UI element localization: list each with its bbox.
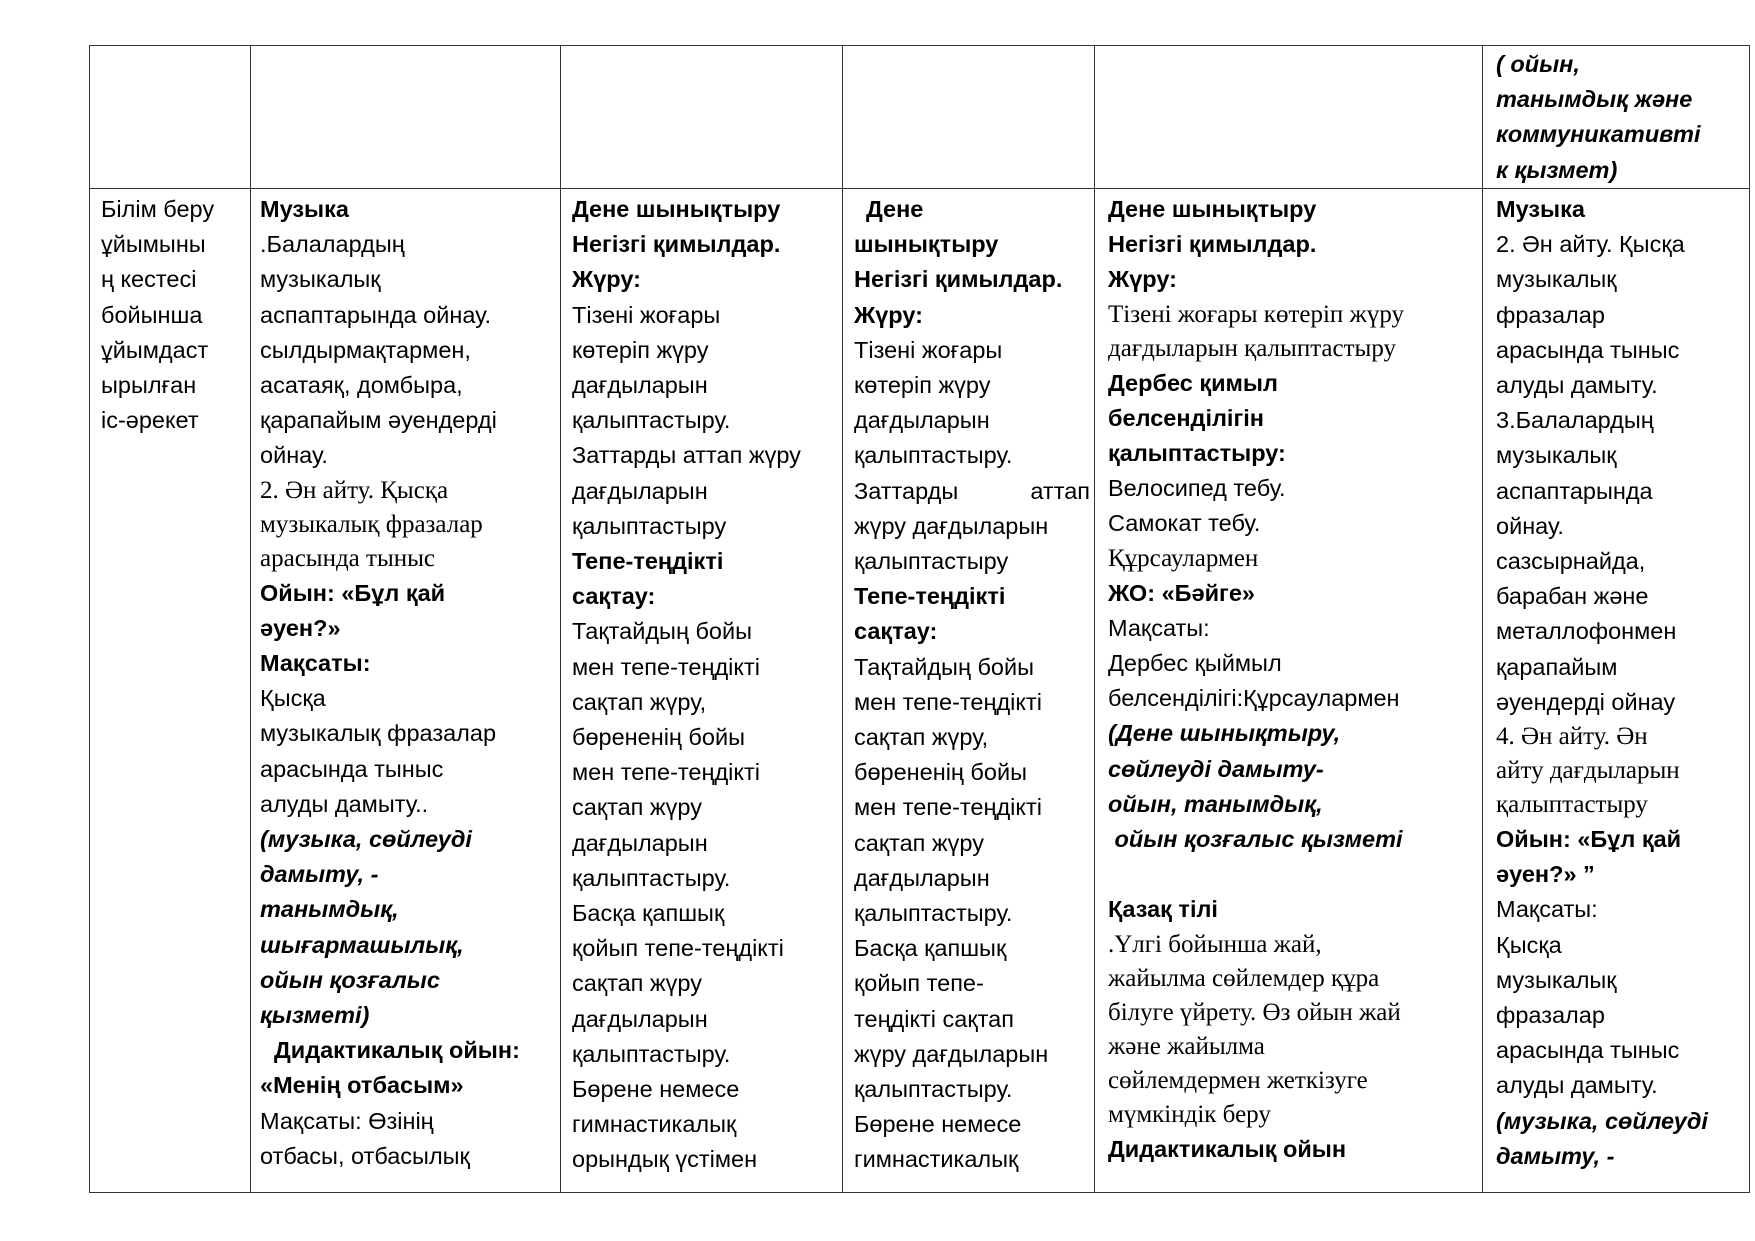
col2-didactic-title: «Менің отбасым» — [260, 1072, 464, 1099]
col2-text-line: қарапайым әуендерді — [260, 407, 497, 434]
col4-text-line: сақтап жүру, — [854, 724, 989, 751]
col2-goal-label: Мақсаты: — [260, 650, 371, 677]
col3-text-line: орындық үстімен — [572, 1146, 758, 1173]
col2-text-line: арасында тыныс — [260, 755, 444, 782]
table-border-col2 — [560, 45, 561, 1193]
col5-title: Дене шынықтыру — [1108, 196, 1317, 222]
row-label-line: ырылған — [101, 372, 197, 399]
col2-text-line: асатаяқ, домбыра, — [260, 372, 463, 399]
row-label-line: ұйымыны — [101, 231, 206, 258]
col2-serif-line: музыкалық фразалар — [260, 510, 483, 538]
header-col6-line: к қызмет) — [1496, 156, 1618, 183]
col6-text-line: 3.Балалардың — [1496, 407, 1654, 434]
header-col6-cell — [1496, 47, 1746, 188]
col4-pe-cell — [854, 192, 1090, 1178]
col4-text-line: сақтап жүру — [854, 829, 984, 856]
row-label-line: ң кестесі — [101, 266, 197, 293]
col6-text-line: арасында тыныс — [1496, 1037, 1680, 1064]
col6-text-line: қарапайым — [1496, 653, 1618, 680]
col5-serif-line: және жайылма — [1108, 1032, 1265, 1060]
col5-blank-line — [1108, 857, 1480, 892]
col4-subtitle: Жүру: — [854, 301, 923, 328]
col3-text-line: қалыптастыру. — [572, 864, 731, 891]
col6-text-line: аспаптарында — [1496, 477, 1653, 504]
table-border-col1 — [250, 45, 251, 1193]
col5-activity-note: (Дене шынықтыру, — [1108, 720, 1341, 747]
col4-text-line: бөрененің бойы — [854, 759, 1027, 786]
col3-text-line: мен тепе-теңдікті — [572, 759, 760, 786]
col2-text-line: Қысқа — [260, 685, 326, 712]
col6-serif-line: айту дағдыларын — [1496, 757, 1680, 785]
col3-text-line: сақтап жүру — [572, 970, 702, 997]
col5-serif-line: сөйлемдермен жеткізуге — [1108, 1066, 1368, 1094]
col3-text-line: Заттарды аттап жүру — [572, 442, 801, 469]
col6-text-line: фразалар — [1496, 1002, 1605, 1029]
col4-text-line: қалыптастыру. — [854, 900, 1013, 927]
col5-serif-line: білуге үйрету. Өз ойын жай — [1108, 998, 1401, 1026]
col6-text-line: ойнау. — [1496, 512, 1564, 539]
col4-word: аттап — [1030, 477, 1090, 504]
col2-serif-line: арасында тыныс — [260, 544, 436, 572]
table-border-top — [89, 45, 1750, 46]
col5-text-line: белсенділігі:Құрсаулармен — [1108, 685, 1400, 712]
col4-title: Негізгі қимылдар. — [854, 266, 1063, 293]
table-border-col5 — [1482, 45, 1483, 1193]
col5-subtitle: белсенділігін — [1108, 404, 1264, 431]
col5-game-title: ЖО: «Бәйге» — [1108, 579, 1255, 606]
col3-title: Негізгі қимылдар. — [572, 231, 781, 258]
table-border-right — [1749, 45, 1750, 1193]
row-label-line: іс-әрекет — [101, 407, 199, 434]
col5-subtitle: Дербес қимыл — [1108, 369, 1278, 396]
col2-music-cell — [260, 192, 558, 1174]
row-label-line: Білім беру — [101, 196, 215, 222]
col4-text-line: мен тепе-теңдікті — [854, 794, 1042, 821]
table-border-left — [89, 45, 90, 1193]
col5-serif-line: жайылма сөйлемдер құра — [1108, 964, 1380, 992]
header-col6-line: танымдық және — [1496, 86, 1693, 113]
col4-text-line: қалыптастыру. — [854, 442, 1013, 469]
col3-text-line: Басқа қапшық — [572, 900, 725, 927]
col6-text-line: алуды дамыту. — [1496, 1072, 1658, 1099]
col6-activity-note: дамыту, - — [1496, 1142, 1615, 1169]
col3-text-line: қалыптастыру — [572, 512, 727, 539]
col3-subtitle: сақтау: — [572, 583, 656, 610]
col4-text-line: дағдыларын — [854, 407, 990, 434]
col4-text-line: қалыптастыру. — [854, 1076, 1013, 1103]
col4-justified-line — [854, 474, 1090, 509]
col2-activity-note: қызметі) — [260, 1002, 370, 1029]
col2-text-line: отбасы, отбасылық — [260, 1142, 470, 1169]
col3-title: Дене шынықтыру — [572, 196, 781, 222]
col5-didactic-title: Дидактикалық ойын — [1108, 1135, 1347, 1162]
col3-text-line: қойып тепе-теңдікті — [572, 935, 784, 962]
col4-title: шынықтыру — [854, 231, 999, 258]
col4-text-line: Бөрене немесе — [854, 1111, 1022, 1138]
table-border-col3 — [842, 45, 843, 1193]
col2-activity-note: шығармашылық, — [260, 931, 464, 958]
col6-activity-note: (музыка, сөйлеуді — [1496, 1107, 1708, 1134]
col2-text-line: музыкалық фразалар — [260, 720, 497, 747]
col6-text-line: металлофонмен — [1496, 618, 1677, 645]
col5-activity-note: ойын қозғалыс қызметі — [1108, 826, 1403, 853]
col3-text-line: қалыптастыру. — [572, 1040, 731, 1067]
col4-text-line: дағдыларын — [854, 864, 990, 891]
table-border-bottom — [89, 1192, 1750, 1193]
col2-game-title: әуен?» — [260, 614, 341, 641]
col3-text-line: көтеріп жүру — [572, 336, 709, 363]
col3-text-line: дағдыларын — [572, 477, 708, 504]
col3-text-line: сақтап жүру, — [572, 688, 707, 715]
col6-text-line: барабан және — [1496, 583, 1649, 610]
col6-serif-line: 4. Ән айту. Ән — [1496, 723, 1648, 751]
col3-text-line: гимнастикалық — [572, 1111, 737, 1138]
row-label-line: бойынша — [101, 301, 203, 328]
table-row-divider — [89, 188, 1750, 189]
col4-text-line: қалыптастыру — [854, 548, 1009, 575]
col4-text-line: Тізені жоғары — [854, 336, 1003, 363]
col2-activity-note: дамыту, - — [260, 861, 379, 888]
col2-text-line: ойнау. — [260, 442, 328, 469]
col4-text-line: мен тепе-теңдікті — [854, 688, 1042, 715]
col5-subtitle: Жүру: — [1108, 266, 1177, 293]
col2-title: Музыка — [260, 196, 349, 222]
col6-text-line: фразалар — [1496, 301, 1605, 328]
col3-text-line: Тақтайдың бойы — [572, 618, 753, 645]
col6-game-title: әуен?» ” — [1496, 861, 1595, 888]
col6-serif-line: қалыптастыру — [1496, 791, 1648, 819]
col6-text-line: алуды дамыту. — [1496, 372, 1658, 399]
col2-serif-line: 2. Ән айту. Қысқа — [260, 476, 449, 504]
col6-goal-label: Мақсаты: — [1496, 896, 1598, 923]
col5-serif-line: мүмкіндік беру — [1108, 1100, 1271, 1128]
col2-text-line: музыкалық — [260, 266, 381, 293]
col5-activity-note: ойын, танымдық, — [1108, 790, 1323, 817]
col3-text-line: дағдыларын — [572, 372, 708, 399]
col3-text-line: Бөрене немесе — [572, 1076, 740, 1103]
col4-text-line: жүру дағдыларын — [854, 1040, 1049, 1067]
col5-serif-line: Құрсаулармен — [1108, 544, 1259, 572]
col6-text-line: арасында тыныс — [1496, 336, 1680, 363]
col5-text-line: Мақсаты: — [1108, 614, 1210, 641]
col4-text-line: қойып тепе- — [854, 970, 984, 997]
col6-text-line: музыкалық — [1496, 266, 1617, 293]
col6-game-title: Ойын: «Бұл қай — [1496, 826, 1682, 853]
col2-activity-note: танымдық, — [260, 896, 399, 923]
col3-text-line: Тізені жоғары — [572, 301, 721, 328]
col2-text-line: аспаптарында ойнау. — [260, 301, 492, 328]
col4-title: Дене — [866, 196, 924, 222]
col2-activity-note: ойын қозғалыс — [260, 966, 440, 993]
col4-word: Заттарды — [854, 477, 959, 504]
col5-serif-line: Тізені жоғары көтеріп жүру — [1108, 300, 1404, 328]
col4-text-line: Басқа қапшық — [854, 935, 1007, 962]
col5-serif-line: дағдыларын қалыптастыру — [1108, 334, 1397, 362]
col2-text-line: алуды дамыту.. — [260, 790, 429, 817]
col5-serif-line: .Үлгі бойынша жай, — [1108, 930, 1322, 958]
col3-text-line: қалыптастыру. — [572, 407, 731, 434]
col4-text-line: жүру дағдыларын — [854, 512, 1049, 539]
col5-subtitle: қалыптастыру: — [1108, 440, 1286, 467]
header-col6-line: коммуникативті — [1496, 121, 1701, 148]
col5-text-line: Самокат тебу. — [1108, 510, 1261, 537]
col6-text-line: музыкалық — [1496, 442, 1617, 469]
row-label-line: ұйымдаст — [101, 336, 209, 363]
col4-text-line: көтеріп жүру — [854, 372, 991, 399]
col5-title: Негізгі қимылдар. — [1108, 231, 1317, 258]
col3-pe-cell — [572, 192, 840, 1178]
col5-activity-note: сөйлеуді дамыту- — [1108, 755, 1324, 782]
col2-text-line: Мақсаты: Өзінің — [260, 1107, 434, 1134]
col3-text-line: дағдыларын — [572, 829, 708, 856]
col2-didactic-title: Дидактикалық ойын: — [274, 1037, 520, 1064]
col4-subtitle: сақтау: — [854, 618, 938, 645]
col6-text-line: 2. Ән айту. Қысқа — [1496, 231, 1685, 258]
col3-subtitle: Тепе-теңдікті — [572, 548, 724, 575]
col5-text-line: Велосипед тебу. — [1108, 475, 1286, 502]
col3-text-line: мен тепе-теңдікті — [572, 653, 760, 680]
col5-text-line: Дербес қыймыл — [1108, 650, 1282, 677]
col4-text-line: теңдікті сақтап — [854, 1005, 1014, 1032]
col5-cell — [1108, 192, 1480, 1167]
row-label-cell — [101, 192, 247, 438]
col4-text-line: Тақтайдың бойы — [854, 653, 1035, 680]
col6-text-line: Қысқа — [1496, 931, 1562, 958]
col6-title: Музыка — [1496, 196, 1585, 222]
col3-subtitle: Жүру: — [572, 266, 641, 293]
col3-text-line: дағдыларын — [572, 1005, 708, 1032]
col2-text-line: сылдырмақтармен, — [260, 336, 471, 363]
header-col6-line: ( ойын, — [1496, 51, 1580, 77]
col6-text-line: музыкалық — [1496, 966, 1617, 993]
col2-game-title: Ойын: «Бұл қай — [260, 579, 446, 606]
col4-subtitle: Тепе-теңдікті — [854, 583, 1006, 610]
col2-text-line: .Балалардың — [260, 231, 405, 258]
col6-music-cell — [1496, 192, 1746, 1174]
col4-text-line: гимнастикалық — [854, 1146, 1019, 1173]
col3-text-line: сақтап жүру — [572, 794, 702, 821]
col5-kazakh-title: Қазақ тілі — [1108, 896, 1218, 923]
col2-activity-note: (музыка, сөйлеуді — [260, 826, 472, 853]
table-border-col4 — [1094, 45, 1095, 1193]
col6-text-line: сазсырнайда, — [1496, 548, 1646, 575]
col3-text-line: бөрененің бойы — [572, 724, 745, 751]
col6-text-line: әуендерді ойнау — [1496, 688, 1676, 715]
